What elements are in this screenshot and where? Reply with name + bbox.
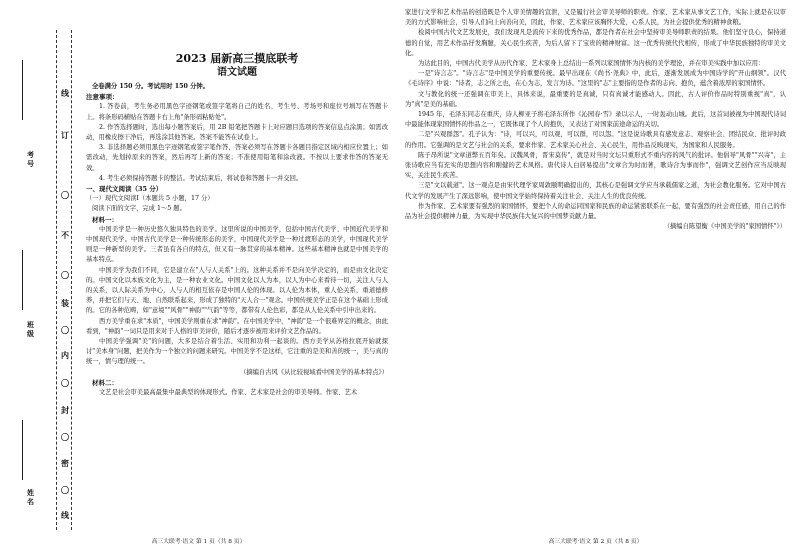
seal-char: 线 bbox=[61, 510, 69, 520]
material-paragraph: 检阅中国古代文艺发展史，我们发现凡是流传下来的优秀作品，都是作者在社会中坚持审美导师职责的结果。他们坚守良心，保持道德的自觉，用艺术作品抒发胸臆，关心民生疾苦，为后人留下了宝贵的精神财富。这一优秀传统代代相传，形成了中华民族独特的审美文化。 bbox=[405, 29, 786, 57]
name-label: 姓名 bbox=[27, 488, 34, 506]
exam-number-line[interactable] bbox=[22, 60, 23, 120]
material-paragraph: 中国美学为我们不同，它是建立在"人与人关系"上的。这种关系并不是向美学决定的，而是由文化决定的。中国文化以本族文化为主，是一种农业文化。中国文化以人为本，以人为中心来看待一切，关注人与人的关系，以人际关系为中心，人与人的相互依存是中国人伦的体现。以人伦为本体，重人伦关系，重道德修养，并把它们与天、地、自然联系起来，形成了独特的"天人合一"观念。中国传统美学正是在这个基础上形成的。它的各种范畴，如"意境""风骨""神韵""气韵"等等，都带有人伦色彩，都是从人伦关系中引申出来的。 bbox=[86, 266, 388, 315]
citation: （摘编自陈望衡《中国美学的"家国情怀"》） bbox=[663, 223, 786, 231]
left-column bbox=[86, 8, 388, 530]
material-paragraph: 三是"文以载道"。这一观点是由宋代理学家周敦颐明确提出的，其核心是强调文学应当承载儒家之道，为社会教化服务。它对中国古代文学的发展产生了深远影响，使中国文学始终保持着关注社会、关注人生的优良传统。 bbox=[405, 182, 786, 200]
reading-instruction: 阅读下面的文字，完成 1～5 题。 bbox=[92, 205, 186, 213]
notes-title: 注意事项： bbox=[86, 93, 119, 102]
note-item: 3. 非选择题必须用黑色字迹钢笔或签字笔作答，答案必须写在答题卡各题目指定区域内相应位置上；如需改动，先划掉原来的答案，然后再写上新的答案；不准使用铅笔和涂改液。不按以上要求作答的答案无效。 bbox=[86, 144, 388, 172]
material-paragraph: 家进行文学和艺术作品的创造既是个人审美情趣的宣泄，又是履行社会审美导师的职责。作家、艺术家从事文艺工作，实际上就是在以审美的方式影响社会，引导人们向上向善向美，因此，作家、艺术家应该胸怀大爱，心系人民，为社会提供优秀的精神食粮。 bbox=[405, 9, 786, 27]
seal-char: 〇 bbox=[61, 190, 69, 200]
material-label: 材料一： bbox=[92, 215, 118, 224]
binding-strip bbox=[0, 0, 82, 551]
note-item: 1. 答卷前，考生务必用黑色字迹钢笔或签字笔将自己的姓名、考生号、考场号和座位号填写在答题卡上。将条形码横贴在答题卡右上角"条形码粘贴处"。 bbox=[86, 103, 388, 121]
material-paragraph: 一是"诗言志"。"诗言志"是中国美学的重要传统。最早出现在《尚书·尧典》中，此后，逐渐发展成为中国诗学的"开山纲领"。汉代《毛诗序》中说："诗者，志之所之也，在心为志，发言为诗。"这里的"志"主要指的是作者的志向、抱负，蕴含着浓厚的家国情怀。 bbox=[405, 70, 786, 88]
subject-title: 语文试题 bbox=[217, 67, 257, 78]
seal-char: 〇 bbox=[61, 485, 69, 495]
binding-dashed-line-outer bbox=[56, 30, 57, 530]
exam-page-right bbox=[397, 0, 794, 551]
right-column bbox=[405, 8, 786, 530]
note-item: 4. 考生必须保持答题卡的整洁。考试结束后，将试卷和答题卡一并交回。 bbox=[99, 174, 303, 182]
page-footer: 高三大联考·语文 第 2 页（共 8 页） bbox=[548, 539, 643, 545]
seal-char: 〇 bbox=[61, 432, 69, 442]
seal-char: 〇 bbox=[61, 270, 69, 280]
material-paragraph: 文艺是社会审美最高最集中最典型的体现形式。作家、艺术家是社会的审美导师。作家、艺术 bbox=[99, 389, 358, 397]
material-paragraph: 西方美学重在求"本质"，中国美学则重在求"神韵"。在中国美学中，"神韵"是一个很难界定的概念，由此看到，"神韵"一词只是用来对于人格的审美评价，随后才逐步被用来评价文艺作品的。 bbox=[86, 317, 388, 335]
seal-char: 不 bbox=[61, 230, 69, 240]
exam-title: 2023 届新高三摸底联考 bbox=[175, 52, 299, 65]
seal-char: 〇 bbox=[61, 325, 69, 335]
score-line: 全卷满分 150 分。考试用时 150 分钟。 bbox=[92, 83, 209, 90]
class-line[interactable] bbox=[22, 250, 23, 310]
seal-char: 内 bbox=[61, 350, 69, 360]
seal-char: 密 bbox=[61, 458, 69, 468]
material-paragraph: 1945 年，毛泽东同志在重庆，诗人柳亚子将毛泽东所作《沁园春·雪》录以示人，一时轰动山城。此后，这首词被视为中国现代诗词中最能体现家国情怀的作品之一，它既体现了个人的抱负，又表达了对国家前途命运的关切。 bbox=[405, 111, 786, 129]
page-footer: 高三大联考·语文 第 1 页（共 8 页） bbox=[151, 539, 246, 545]
material-paragraph: 文与教化的统一还强调在审美上，具体来说，最重要的是真诚，只有真诚才能感动人。因此，古人评价作品时特别重视"真"，认为"真"是美的基础。 bbox=[405, 90, 786, 108]
binding-dashed-line-inner bbox=[71, 30, 72, 530]
citation: （摘编自古风《从比较视域看中国美学的基本特点》） bbox=[240, 368, 388, 376]
seal-char: 封 bbox=[61, 405, 69, 415]
material-paragraph: 中国美学强调"美"的问题，大多是结合着生活、实用和功利一起谈的。西方美学从苏格拉底开始就探讨"美本身"问题，把美作为一个独立的问题来研究。中国美学不是这样，它注重的是美和善的统一，美与真的统一，情与理的统一。 bbox=[86, 338, 388, 366]
name-line[interactable] bbox=[22, 420, 23, 480]
material-paragraph: 中国美学是一种历史悠久独具特色的美学。这里所说的中国美学，包括中国古代美学、中国近代美学和中国现代美学。中国古代美学是一种传统形态的美学，中国现代美学是一种过渡形态的美学，中国现代美学则是一种新型的美学。三者虽有各自的特点，但又有一脉贯穿的基本精神。这些基本精神也就是中国美学的基本特点。 bbox=[86, 225, 388, 264]
note-item: 2. 作答选择题时，选出每小题答案后，用 2B 铅笔把答题卡上对应题目选项的答案信息点涂黑；如需改动，用橡皮擦干净后，再选涂其他答案。答案不能答在试卷上。 bbox=[86, 123, 388, 142]
material-paragraph: 为达此目的，中国古代美学从历代作家、艺术家身上总结出一系列以家国情怀为内核的美学理论，并在审美实践中加以应用： bbox=[418, 60, 765, 68]
material-paragraph: 作为作家、艺术家要有强烈的家国情怀，要把个人的命运同国家和民族的命运紧密联系在一起，要有强烈的社会责任感，用自己的作品为社会提供精神力量，为实现中华民族伟大复兴的中国梦贡献力量。 bbox=[405, 202, 786, 221]
seal-char: 〇 bbox=[61, 378, 69, 388]
seal-char: 装 bbox=[61, 298, 69, 308]
material-paragraph: 二是"兴观群怨"。孔子认为："诗，可以兴，可以观，可以群，可以怨。"这是说诗歌具有感发意志、观察社会、团结民众、批评时政的作用。它强调的是文艺与社会的关系，要求作家、艺术家关心社会、关心民生，用作品反映现实，为国家和人民服务。 bbox=[405, 131, 786, 149]
seal-char: 订 bbox=[61, 130, 69, 140]
exam-number-label: 考号 bbox=[27, 150, 34, 168]
section-heading: 一、现代文阅读（35 分） bbox=[86, 185, 163, 194]
subsection-heading: （一）现代文阅读Ⅰ（本题共 5 小题，17 分） bbox=[86, 195, 214, 203]
material-label: 材料二： bbox=[92, 378, 118, 387]
seal-char: 线 bbox=[61, 88, 69, 98]
class-label: 班级 bbox=[27, 320, 34, 338]
material-paragraph: 陈子昂所说"文章道弊五百年矣。汉魏风骨，晋宋莫传"，就是对当时文坛只重形式不重内容的风气的批评。他倡导"风骨""兴寄"，主张诗歌应当有充实的思想内容和刚健的艺术风格。唐代诗人白居易提出"文章合为时而著，歌诗合为事而作"，强调文艺创作应当反映现实，关注民生疾苦。 bbox=[405, 151, 786, 180]
